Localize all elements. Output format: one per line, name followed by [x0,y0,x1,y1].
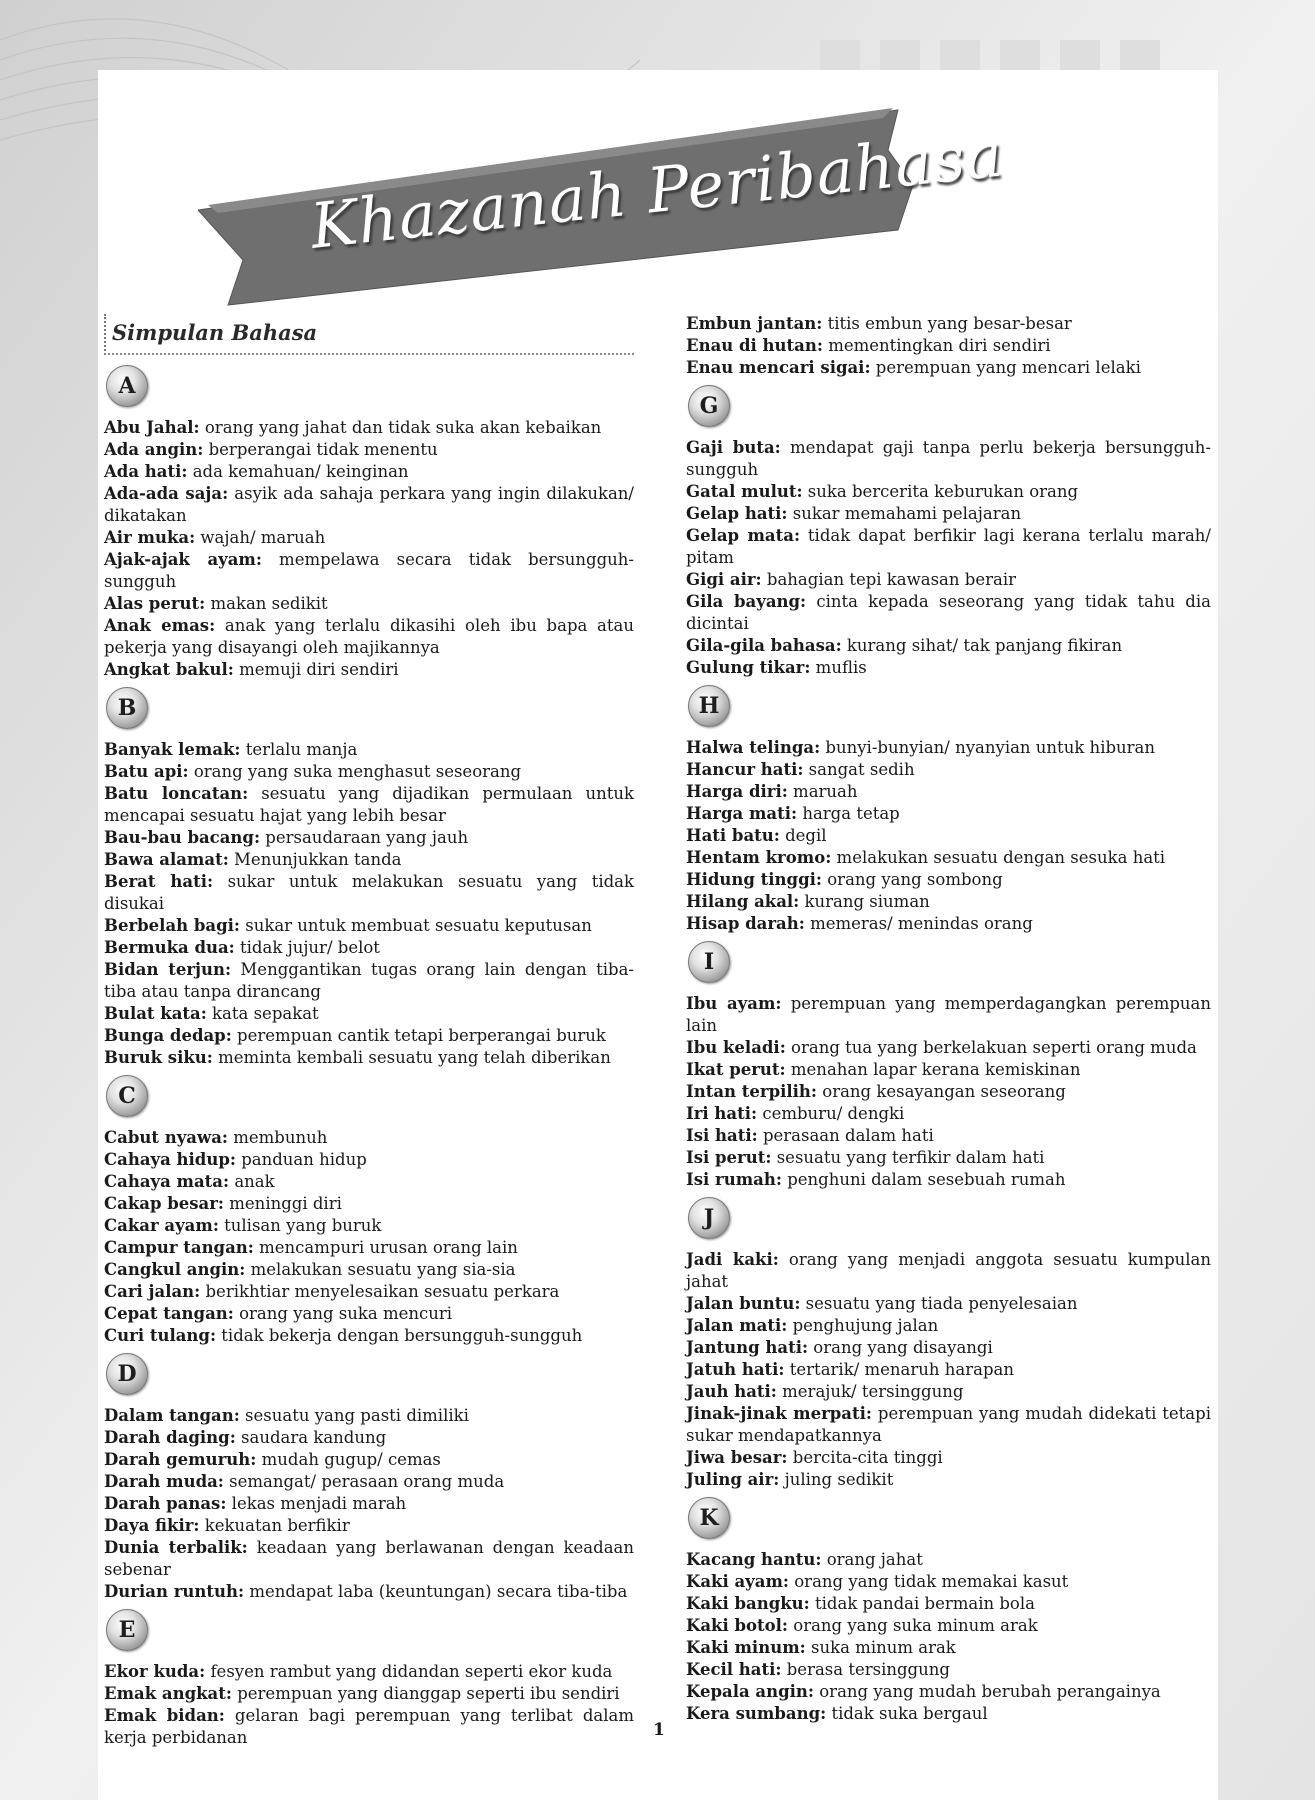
entry-definition: anak [229,1172,275,1191]
entry-term: Banyak lemak: [104,740,241,759]
entry-term: Jauh hati: [686,1382,777,1401]
entry-term: Cangkul angin: [104,1260,246,1279]
entry [686,1125,1211,1147]
entry [686,1147,1211,1169]
entry [686,1593,1211,1615]
entry-definition: Menggantikan tugas orang lain dengan tiba-tiba atau tanpa dirancang [104,960,634,1001]
entry-definition: memeras/ menindas orang [804,914,1033,933]
entry [104,439,634,461]
entry-definition: keadaan yang berlawanan dengan keadaan sebenar [104,1538,634,1579]
entry-term: Campur tangan: [104,1238,254,1257]
entry-definition: wajah/ maruah [195,528,326,547]
entry-definition: fesyen rambut yang didandan seperti ekor kuda [205,1662,613,1681]
entry-term: Bermuka dua: [104,938,235,957]
entry-definition: semangat/ perasaan orang muda [223,1472,505,1491]
entry [686,481,1211,503]
entry-term: Gaji buta: [686,438,781,457]
entry-term: Hilang akal: [686,892,800,911]
entry [686,781,1211,803]
entry-definition: kata sepakat [206,1004,319,1023]
entry [686,1403,1211,1447]
entry-term: Ada angin: [104,440,204,459]
entry [104,1237,634,1259]
entry-term: Gulung tikar: [686,658,811,677]
entry-definition: perasaan dalam hati [757,1126,934,1145]
entry-definition: sesuatu yang pasti dimiliki [239,1406,469,1425]
entry [686,803,1211,825]
entry-term: Gila-gila bahasa: [686,636,842,655]
entry [686,1381,1211,1403]
right-sections [686,313,1211,1725]
entry-term: Gigi air: [686,570,762,589]
entry [686,913,1211,935]
entry-definition: orang yang menjadi anggota sesuatu kumpulan jahat [686,1250,1211,1291]
entry-term: Embun jantan: [686,314,823,333]
entry-term: Angkat bakul: [104,660,234,679]
entry-term: Bulat kata: [104,1004,207,1023]
entry-term: Durian runtuh: [104,1582,245,1601]
entry-definition: mementingkan diri sendiri [822,336,1051,355]
entry-term: Bidan terjun: [104,960,232,979]
entry [104,1149,634,1171]
entry-definition: muflis [810,658,867,677]
entry-definition: perempuan yang memperdagangkan perempuan lain [686,994,1212,1035]
letter-badge: D [106,1353,148,1395]
entry-term: Kecil hati: [686,1660,782,1679]
entry-definition: memuji diri sendiri [233,660,399,679]
entry-term: Alas perut: [104,594,206,613]
entry-term: Jadi kaki: [686,1250,779,1269]
entry-term: Kaki botol: [686,1616,789,1635]
entry-term: Kera sumbang: [686,1704,827,1723]
entry-term: Halwa telinga: [686,738,821,757]
entry-term: Gila bayang: [686,592,807,611]
entry [686,437,1211,481]
entry [686,1703,1211,1725]
entry [104,461,634,483]
entry-term: Ibu keladi: [686,1038,786,1057]
entry [104,1003,634,1025]
entry-definition: orang yang tidak memakai kasut [789,1572,1069,1591]
entry-term: Emak angkat: [104,1684,232,1703]
entry [686,1081,1211,1103]
entry [686,1337,1211,1359]
entry-term: Anak emas: [104,616,216,635]
entry [104,761,634,783]
entry-definition: mencampuri urusan orang lain [253,1238,518,1257]
entry [686,635,1211,657]
entry-definition: meninggi diri [224,1194,342,1213]
left-column [104,314,634,1749]
entry-term: Cahaya hidup: [104,1150,236,1169]
entry-definition: anak yang terlalu dikasihi oleh ibu bapa atau pekerja yang disayangi oleh majikannya [104,616,634,657]
entry-definition: orang yang suka mencuri [233,1304,453,1323]
entry-term: Batu loncatan: [104,784,249,803]
entry-definition: tulisan yang buruk [218,1216,382,1235]
entry-definition: orang yang mudah berubah perangainya [814,1682,1161,1701]
page-number: 1 [653,1720,665,1740]
entry-term: Buruk siku: [104,1048,213,1067]
entry-term: Ajak-ajak ayam: [104,550,262,569]
entry-definition: asyik ada sahaja perkara yang ingin dilakukan/ dikatakan [104,484,634,525]
letter-section [686,1497,1211,1725]
entry-definition: orang yang jahat dan tidak suka akan kebaikan [199,418,602,437]
entry-definition: bahagian tepi kawasan berair [761,570,1016,589]
entry [104,1427,634,1449]
entry-term: Gatal mulut: [686,482,803,501]
entry-term: Kaki ayam: [686,1572,789,1591]
entry-definition: berikhtiar menyelesaikan sesuatu perkara [200,1282,560,1301]
entry [686,525,1211,569]
entry-definition: orang yang disayangi [808,1338,993,1357]
entry [104,659,634,681]
entry-term: Darah daging: [104,1428,236,1447]
entry [686,1037,1211,1059]
entry-definition: maruah [787,782,858,801]
entry-definition: tidak pandai bermain bola [809,1594,1035,1613]
entry [686,569,1211,591]
entry [104,783,634,827]
entry-term: Dunia terbalik: [104,1538,248,1557]
entry-definition: meminta kembali sesuatu yang telah diberikan [212,1048,611,1067]
entry [686,759,1211,781]
entry-term: Enau di hutan: [686,336,823,355]
entry-definition: perempuan yang mencari lelaki [870,358,1141,377]
entry [686,737,1211,759]
entry [686,1447,1211,1469]
entry-definition: orang yang sombong [822,870,1003,889]
entry-term: Gelap mata: [686,526,801,545]
entry [104,1281,634,1303]
entry-term: Ada-ada saja: [104,484,229,503]
right-column [686,313,1211,1725]
entry [104,1047,634,1069]
entry-definition: harga tetap [797,804,900,823]
entry-term: Isi hati: [686,1126,758,1145]
entry [104,871,634,915]
entry-term: Hisap darah: [686,914,805,933]
entry-term: Isi rumah: [686,1170,782,1189]
entry-term: Cakar ayam: [104,1216,219,1235]
entry [104,483,634,527]
entry-term: Berat hati: [104,872,214,891]
entry-term: Daya fikir: [104,1516,200,1535]
entry-definition: saudara kandung [235,1428,387,1447]
entry-definition: tidak suka bergaul [826,1704,988,1723]
entry [104,1493,634,1515]
entry-definition: lekas menjadi marah [226,1494,407,1513]
entry-definition: tidak dapat berfikir lagi kerana terlalu marah/ pitam [686,526,1211,567]
entry-definition: menahan lapar kerana kemiskinan [785,1060,1081,1079]
entry-definition: kurang siuman [799,892,930,911]
entry-term: Harga mati: [686,804,798,823]
entry [104,1537,634,1581]
entry-term: Cakap besar: [104,1194,225,1213]
entry-definition: sukar memahami pelajaran [787,504,1022,523]
entry [686,313,1211,335]
entry-definition: cinta kepada seseorang yang tidak tahu dia dicintai [686,592,1211,633]
left-sections [104,365,634,1749]
entry-term: Jiwa besar: [686,1448,788,1467]
letter-section [104,1075,634,1347]
entry-term: Isi perut: [686,1148,772,1167]
entry [686,1615,1211,1637]
entry-definition: gelaran bagi perempuan yang terlibat dalam kerja perbidanan [104,1706,634,1747]
letter-section [686,1197,1211,1491]
entry-definition: mendapat laba (keuntungan) secara tiba-tiba [244,1582,628,1601]
document-page [98,70,1218,1800]
entry-definition: mudah gugup/ cemas [256,1450,441,1469]
entry [686,825,1211,847]
entry [104,1193,634,1215]
entry-term: Batu api: [104,762,189,781]
entry [686,1571,1211,1593]
entry [104,549,634,593]
entry-term: Kaki minum: [686,1638,806,1657]
entry-definition: membunuh [227,1128,328,1147]
entry [686,1659,1211,1681]
entry [104,1683,634,1705]
entry [104,959,634,1003]
entry-term: Jatuh hati: [686,1360,785,1379]
entry [104,1025,634,1047]
entry-term: Hentam kromo: [686,848,832,867]
entry-definition: berperangai tidak menentu [203,440,438,459]
letter-badge: K [688,1497,730,1539]
entry-definition: merajuk/ tersinggung [776,1382,964,1401]
entry [104,1215,634,1237]
entry-term: Kepala angin: [686,1682,814,1701]
page-title: Khazanah Peribahasa [307,117,1007,263]
entry [686,891,1211,913]
letter-section [104,1609,634,1749]
entry-definition: tidak jujur/ belot [234,938,380,957]
entry-definition: degil [779,826,827,845]
entry-term: Hati batu: [686,826,780,845]
entry [104,1471,634,1493]
entry [686,1293,1211,1315]
entry-definition: bercita-cita tinggi [787,1448,943,1467]
entry-definition: berasa tersinggung [781,1660,950,1679]
entry-definition: perempuan yang dianggap seperti ibu sendiri [231,1684,620,1703]
entry [104,1127,634,1149]
entry-term: Emak bidan: [104,1706,225,1725]
entry-definition: penghuni dalam sesebuah rumah [781,1170,1066,1189]
entry-term: Bawa alamat: [104,850,229,869]
entry-definition: tertarik/ menaruh harapan [784,1360,1014,1379]
entry-definition: sukar untuk membuat sesuatu keputusan [240,916,592,935]
entry-term: Jantung hati: [686,1338,809,1357]
entry [686,1469,1211,1491]
entry-definition: juling sedikit [779,1470,894,1489]
entry [104,1449,634,1471]
entry-term: Ada hati: [104,462,188,481]
entry-term: Harga diri: [686,782,788,801]
entry-definition: melakukan sesuatu yang sia-sia [245,1260,516,1279]
entry [104,739,634,761]
entry [686,1169,1211,1191]
entry [104,1581,634,1603]
entry-definition: orang jahat [821,1550,923,1569]
letter-badge: I [688,941,730,983]
entry-term: Ekor kuda: [104,1662,206,1681]
entry-term: Jalan mati: [686,1316,788,1335]
entry [104,527,634,549]
entry-definition: panduan hidup [235,1150,367,1169]
entry-definition: penghujung jalan [787,1316,939,1335]
entry-term: Enau mencari sigai: [686,358,871,377]
entry [104,915,634,937]
entry-definition: titis embun yang besar-besar [822,314,1072,333]
entry [686,1249,1211,1293]
entry [686,1637,1211,1659]
entry-definition: orang tua yang berkelakuan seperti orang muda [785,1038,1197,1057]
letter-badge: G [688,385,730,427]
entry [104,827,634,849]
entry-term: Iri hati: [686,1104,758,1123]
letter-badge: A [106,365,148,407]
entry-term: Cari jalan: [104,1282,201,1301]
entry-term: Jinak-jinak merpati: [686,1404,872,1423]
entry-definition: kekuatan berfikir [199,1516,350,1535]
letter-section [686,313,1211,379]
entry [104,1661,634,1683]
letter-section [104,365,634,681]
entry-definition: kurang sihat/ tak panjang fikiran [841,636,1123,655]
entry-definition: perempuan yang mudah didekati tetapi sukar mendapatkannya [686,1404,1211,1445]
entry-definition: persaudaraan yang jauh [260,828,469,847]
entry [686,1103,1211,1125]
entry-term: Dalam tangan: [104,1406,240,1425]
entry-term: Abu Jahal: [104,418,200,437]
entry [686,1549,1211,1571]
entry [686,1315,1211,1337]
entry [104,937,634,959]
entry [104,1259,634,1281]
letter-badge: E [106,1609,148,1651]
letter-section [104,687,634,1069]
entry-definition: sukar untuk melakukan sesuatu yang tidak disukai [104,872,634,913]
letter-section [686,685,1211,935]
entry-term: Juling air: [686,1470,780,1489]
entry-term: Ibu ayam: [686,994,782,1013]
entry-definition: mendapat gaji tanpa perlu bekerja bersungguh-sungguh [686,438,1212,479]
entry-definition: cemburu/ dengki [757,1104,905,1123]
entry [686,657,1211,679]
entry-term: Curi tulang: [104,1326,217,1345]
entry [686,993,1211,1037]
entry-definition: orang yang suka minum arak [788,1616,1038,1635]
entry-definition: sangat sedih [803,760,915,779]
entry-term: Hancur hati: [686,760,804,779]
entry [104,1515,634,1537]
letter-badge: C [106,1075,148,1117]
entry [686,847,1211,869]
entry-definition: ada kemahuan/ keinginan [187,462,409,481]
entry-term: Air muka: [104,528,196,547]
entry-term: Hidung tinggi: [686,870,822,889]
entry [104,849,634,871]
entry [104,1171,634,1193]
entry-term: Darah panas: [104,1494,227,1513]
letter-section [686,385,1211,679]
entry [686,503,1211,525]
entry-definition: makan sedikit [205,594,328,613]
entry [104,1303,634,1325]
entry [686,591,1211,635]
letter-section [686,941,1211,1191]
entry-term: Bau-bau bacang: [104,828,261,847]
entry-definition: orang yang suka menghasut seseorang [188,762,522,781]
entry-definition: terlalu manja [240,740,358,759]
letter-section [104,1353,634,1603]
entry [104,1325,634,1347]
entry [104,593,634,615]
entry [686,335,1211,357]
letter-badge: J [688,1197,730,1239]
entry-definition: sesuatu yang dijadikan permulaan untuk mencapai sesuatu hajat yang lebih besar [104,784,634,825]
entry [686,1681,1211,1703]
entry-definition: suka minum arak [805,1638,956,1657]
entry-term: Kacang hantu: [686,1550,822,1569]
entry [686,1059,1211,1081]
entry-term: Gelap hati: [686,504,788,523]
entry-term: Cahaya mata: [104,1172,230,1191]
entry-definition: tidak bekerja dengan bersungguh-sungguh [216,1326,583,1345]
letter-badge: B [106,687,148,729]
entry-term: Cabut nyawa: [104,1128,228,1147]
entry-definition: melakukan sesuatu dengan sesuka hati [831,848,1166,867]
entry-term: Kaki bangku: [686,1594,810,1613]
entry-term: Ikat perut: [686,1060,786,1079]
entry-definition: orang kesayangan seseorang [817,1082,1066,1101]
entry-definition: sesuatu yang tiada penyelesaian [800,1294,1078,1313]
letter-badge: H [688,685,730,727]
entry [686,1359,1211,1381]
entry-term: Darah gemuruh: [104,1450,257,1469]
entry-term: Bunga dedap: [104,1026,232,1045]
entry [104,417,634,439]
entry-term: Darah muda: [104,1472,224,1491]
entry-term: Berbelah bagi: [104,916,240,935]
entry-term: Intan terpilih: [686,1082,818,1101]
entry-definition: Menunjukkan tanda [228,850,402,869]
entry-definition: sesuatu yang terfikir dalam hati [771,1148,1045,1167]
entry [686,357,1211,379]
section-heading: Simpulan Bahasa [104,314,634,355]
entry [686,869,1211,891]
entry [104,1405,634,1427]
entry-definition: mempelawa secara tidak bersungguh-sungguh [104,550,634,591]
entry-definition: perempuan cantik tetapi berperangai buruk [231,1026,606,1045]
entry [104,1705,634,1749]
entry-definition: bunyi-bunyian/ nyanyian untuk hiburan [820,738,1156,757]
entry-definition: suka bercerita keburukan orang [802,482,1079,501]
entry-term: Jalan buntu: [686,1294,801,1313]
entry-term: Cepat tangan: [104,1304,234,1323]
entry [104,615,634,659]
